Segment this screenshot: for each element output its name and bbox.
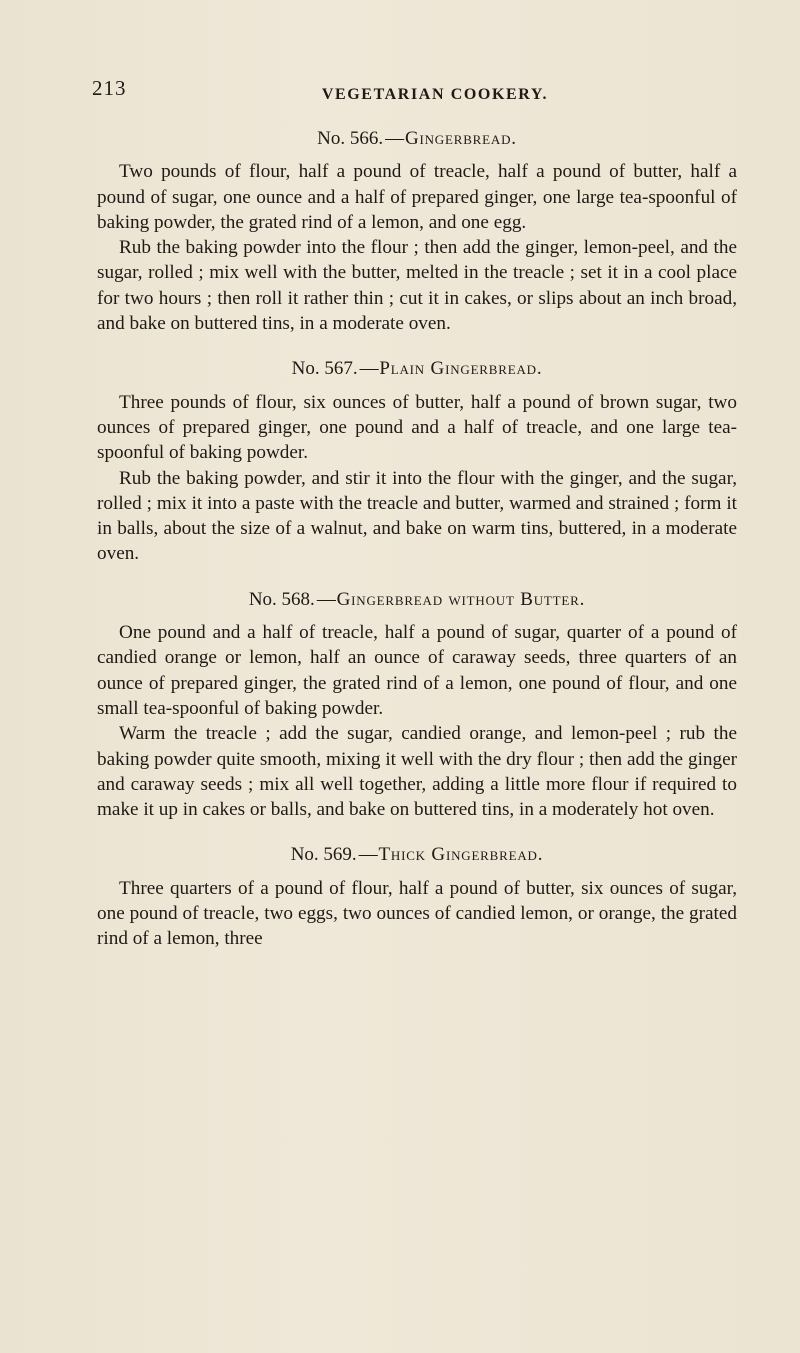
recipe-number: No. 567.	[291, 358, 358, 380]
recipe-567	[97, 356, 737, 566]
method-paragraph: Rub the baking powder into the flour ; then add the ginger, lemon-peel, and the sugar, rolled ; mix well with the butter, melted in the treacle ; set it in a cool place for two hours ; then roll it rather thin ; cut it in cakes, or slips about an inch broad, and bake on buttered tins, in a moderate oven.	[97, 237, 737, 335]
recipe-title: —Plain Gingerbread.	[359, 358, 543, 380]
recipe-title: —Gingerbread.	[385, 128, 517, 149]
recipe-number: No. 566.	[317, 128, 384, 149]
recipe-566	[97, 126, 737, 336]
recipe-568	[97, 587, 737, 823]
page-number: 213	[92, 76, 127, 100]
ingredients-paragraph: Two pounds of flour, half a pound of treacle, half a pound of butter, half a pound of sugar, one ounce and a half of prepared ginger, one large tea-spoonful of baking powder, the grated rind of a lemon, and one egg.	[97, 161, 737, 233]
recipe-569	[97, 842, 737, 951]
page-content	[97, 126, 737, 972]
recipe-title: —Thick Gingerbread.	[358, 844, 544, 866]
running-head: VEGETARIAN COOKERY.	[321, 86, 549, 103]
ingredients-paragraph: Three pounds of flour, six ounces of butter, half a pound of brown sugar, two ounces of prepared ginger, one pound and a half of treacle, and one large tea-spoonful of baking powder.	[97, 391, 737, 464]
recipe-heading	[97, 842, 737, 867]
method-paragraph: Rub the baking powder, and stir it into the flour with the ginger, and the sugar, rolled ; mix it into a paste with the treacle and butter, warmed and strained ; form it in balls, about the size of a walnut, and bake on warm tins, buttered, in a moderate oven.	[97, 467, 737, 565]
recipe-heading	[97, 587, 737, 612]
ingredients-paragraph: One pound and a half of treacle, half a pound of sugar, quarter of a pound of candied orange or lemon, half an ounce of caraway seeds, three quarters of an ounce of prepared ginger, the grated rind of a lemon, one pound of flour, and one small tea-spoonful of baking powder.	[97, 622, 737, 719]
ingredients-paragraph: Three quarters of a pound of flour, half a pound of butter, six ounces of sugar, one pound of treacle, two eggs, two ounces of candied lemon, or orange, the grated rind of a lemon, three	[97, 877, 737, 950]
recipe-heading	[97, 356, 737, 381]
recipe-number: No. 569.	[290, 844, 357, 866]
recipe-heading	[97, 126, 737, 151]
method-paragraph: Warm the treacle ; add the sugar, candied orange, and lemon-peel ; rub the baking powder quite smooth, mixing it well with the dry flour ; then add the ginger and caraway seeds ; mix all well together, adding a little more flour if required to make it up in cakes or balls, and bake on buttered tins, in a moderately hot oven.	[97, 723, 737, 821]
recipe-number: No. 568.	[248, 588, 315, 610]
recipe-title: —Gingerbread without Butter.	[316, 588, 586, 610]
